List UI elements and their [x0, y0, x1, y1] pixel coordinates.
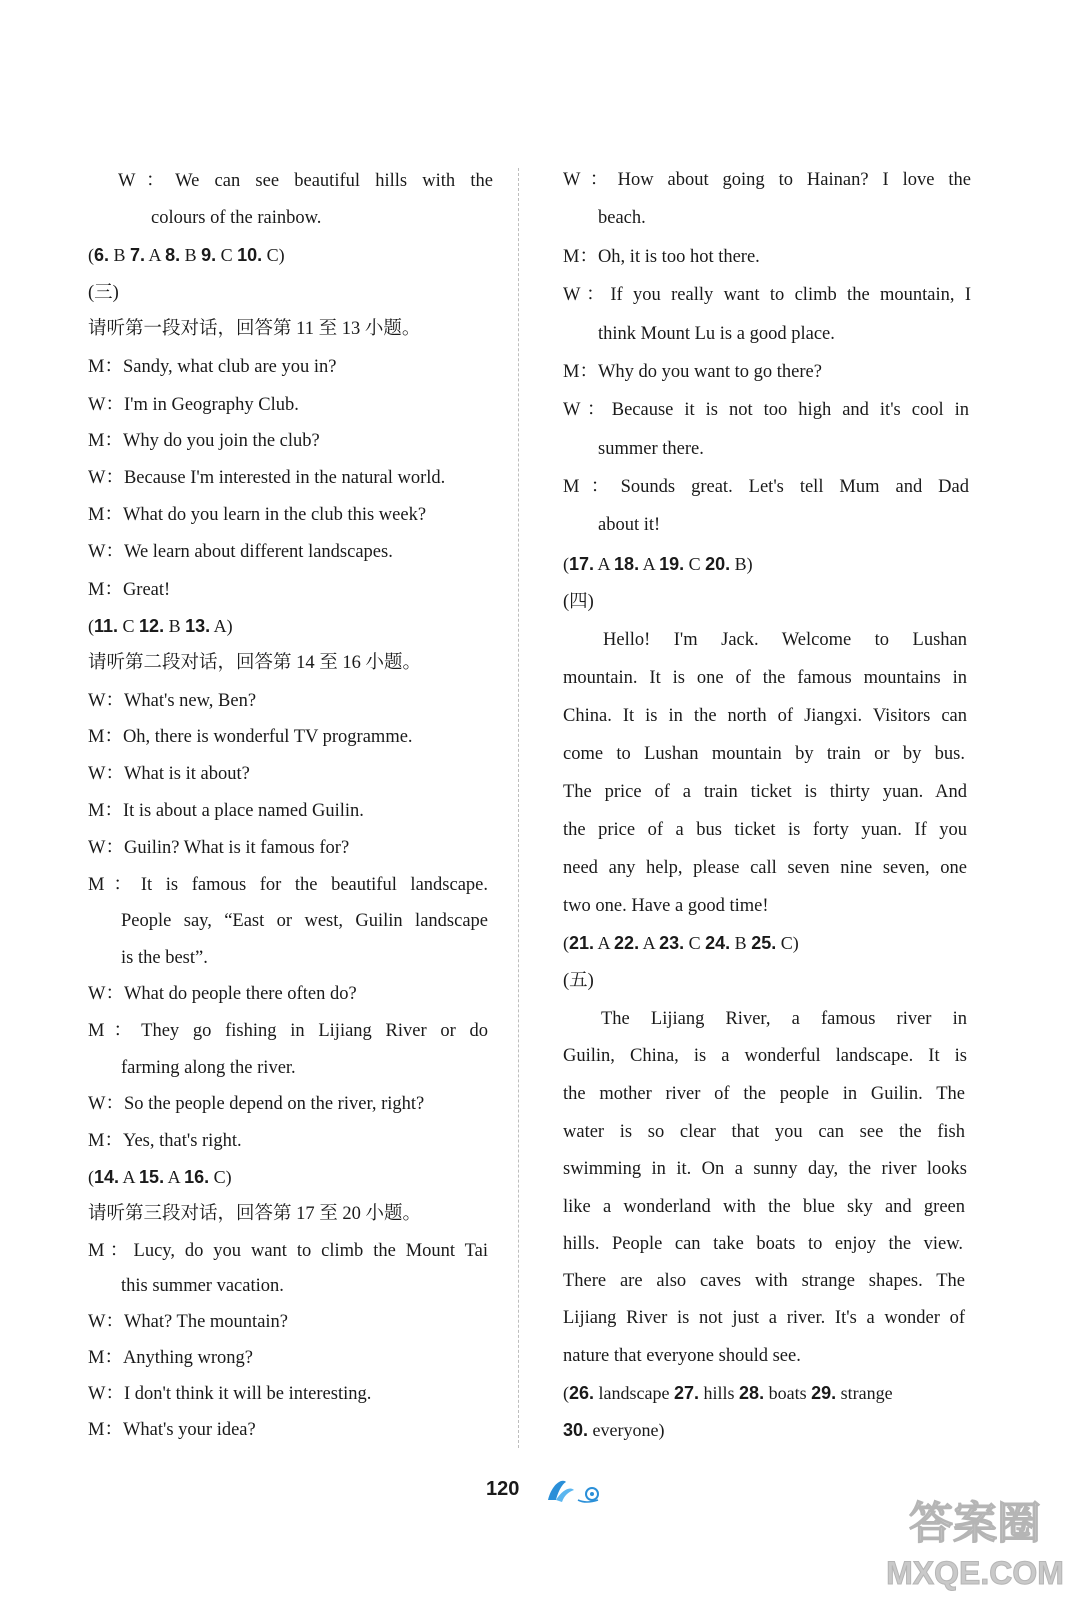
question-number: 13. [185, 616, 211, 636]
text-line: Guilin, China, is a wonderful landscape. It is [563, 1046, 967, 1066]
text-line: China. It is in the north of Jiangxi. Visitors can [563, 706, 967, 726]
page-number: 120 [486, 1478, 520, 1500]
text-line: come to Lushan mountain by train or by bus. [563, 744, 965, 764]
question-number: 22. [614, 933, 640, 953]
watermark-top: 答案圈 [909, 1498, 1041, 1549]
watermark-logo [880, 1492, 1070, 1596]
publisher-logo-icon [542, 1474, 612, 1506]
text-line: W：I don't think it will be interesting. [88, 1384, 372, 1404]
question-number: 24. [705, 933, 731, 953]
text-line: nature that everyone should see. [563, 1346, 801, 1366]
text-line: People say, “East or west, Guilin landscape [121, 911, 488, 931]
text-line: W：What do people there often do? [88, 984, 357, 1004]
text-line: M：Anything wrong? [88, 1348, 253, 1368]
text-line: Hello! I'm Jack. Welcome to Lushan [603, 630, 967, 650]
text-line: this summer vacation. [121, 1276, 284, 1296]
text-line: M：Sandy, what club are you in? [88, 357, 337, 377]
text-line: two one. Have a good time! [563, 896, 769, 916]
question-number: 8. [165, 245, 181, 265]
question-number: 14. [94, 1167, 120, 1187]
question-number: 11. [94, 616, 119, 636]
text-line: (四) [563, 592, 594, 612]
text-line: W：What is it about? [88, 764, 250, 784]
text-line: beach. [598, 208, 646, 228]
text-line: hills. People can take boats to enjoy the view. [563, 1234, 963, 1254]
answer-line: (6. B 7. A 8. B 9. C 10. C) [88, 245, 285, 265]
text-line: M：What do you learn in the club this week? [88, 505, 427, 525]
question-number: 30. [563, 1420, 589, 1440]
answer-line: (26. landscape 27. hills 28. boats 29. strange [563, 1383, 893, 1403]
text-line: M：It is famous for the beautiful landscape. [88, 875, 488, 895]
watermark-bottom: MXQE.COM [886, 1555, 1064, 1591]
text-line: M：It is about a place named Guilin. [88, 801, 364, 821]
question-number: 29. [811, 1383, 837, 1403]
text-line: W：Because it is not too high and it's cool in [563, 400, 969, 420]
question-number: 9. [201, 245, 217, 265]
text-line: M：Yes, that's right. [88, 1131, 242, 1151]
question-number: 23. [659, 933, 685, 953]
text-line: think Mount Lu is a good place. [598, 324, 835, 344]
text-line: M：Why do you join the club? [88, 431, 320, 451]
question-number: 15. [139, 1167, 165, 1187]
question-number: 21. [569, 933, 595, 953]
text-line: Lijiang River is not just a river. It's a wonder of [563, 1308, 965, 1328]
text-line: M：Oh, it is too hot there. [563, 247, 760, 267]
text-line: summer there. [598, 439, 704, 459]
text-line: mountain. It is one of the famous mountains in [563, 668, 967, 688]
text-line: the price of a bus ticket is forty yuan. If you [563, 820, 967, 840]
text-line: W：We can see beautiful hills with the [118, 171, 493, 191]
text-line: farming along the river. [121, 1058, 296, 1078]
text-line: M：Lucy, do you want to climb the Mount Tai [88, 1241, 488, 1261]
text-line: The Lijiang River, a famous river in [601, 1009, 967, 1029]
text-line: swimming in it. On a sunny day, the river looks [563, 1159, 967, 1179]
text-line: water is so clear that you can see the fish [563, 1122, 965, 1142]
text-line: W：So the people depend on the river, right? [88, 1094, 425, 1114]
question-number: 27. [674, 1383, 700, 1403]
text-line: W：What's new, Ben? [88, 691, 257, 711]
question-number: 28. [739, 1383, 765, 1403]
text-line: colours of the rainbow. [151, 208, 322, 228]
question-number: 20. [705, 554, 731, 574]
text-line: (五) [563, 971, 594, 991]
question-number: 26. [569, 1383, 595, 1403]
text-line: W：If you really want to climb the mountain, I [563, 285, 971, 305]
question-number: 10. [237, 245, 263, 265]
text-line: is the best”. [121, 948, 208, 968]
question-number: 7. [130, 245, 146, 265]
text-line: like a wonderland with the blue sky and green [563, 1197, 965, 1217]
text-line: W：I'm in Geography Club. [88, 395, 299, 415]
question-number: 18. [614, 554, 640, 574]
text-line: W：Because I'm interested in the natural world. [88, 468, 446, 488]
text-line: M：Great! [88, 580, 171, 600]
question-number: 25. [751, 933, 777, 953]
text-line: 请听第一段对话，回答第 11 至 13 小题。 [88, 319, 421, 339]
text-line: M：Oh, there is wonderful TV programme. [88, 727, 413, 747]
text-line: W：Guilin? What is it famous for? [88, 838, 350, 858]
answer-line: (21. A 22. A 23. C 24. B 25. C) [563, 933, 799, 953]
text-line: W：How about going to Hainan? I love the [563, 170, 971, 190]
question-number: 19. [659, 554, 685, 574]
text-line: M：Why do you want to go there? [563, 362, 822, 382]
text-line: W：We learn about different landscapes. [88, 542, 393, 562]
text-line: M：What's your idea? [88, 1420, 256, 1440]
text-line: W：What? The mountain? [88, 1312, 289, 1332]
answer-line: (11. C 12. B 13. A) [88, 616, 233, 636]
question-number: 17. [569, 554, 595, 574]
answer-line: 30. everyone) [563, 1420, 665, 1440]
text-line: There are also caves with strange shapes. The [563, 1271, 965, 1291]
text-line: need any help, please call seven nine seven, one [563, 858, 967, 878]
text-line: M：They go fishing in Lijiang River or do [88, 1021, 488, 1041]
text-line: 请听第三段对话，回答第 17 至 20 小题。 [88, 1204, 422, 1224]
column-divider [518, 168, 519, 1448]
text-line: The price of a train ticket is thirty yuan. And [563, 782, 967, 802]
text-line: about it! [598, 515, 661, 535]
text-line: (三) [88, 283, 119, 303]
text-line: 请听第二段对话，回答第 14 至 16 小题。 [88, 653, 422, 673]
question-number: 16. [184, 1167, 210, 1187]
text-line: M：Sounds great. Let's tell Mum and Dad [563, 477, 969, 497]
text-line: the mother river of the people in Guilin. The [563, 1084, 965, 1104]
question-number: 12. [139, 616, 165, 636]
answer-line: (17. A 18. A 19. C 20. B) [563, 554, 753, 574]
answer-line: (14. A 15. A 16. C) [88, 1167, 232, 1187]
question-number: 6. [94, 245, 110, 265]
